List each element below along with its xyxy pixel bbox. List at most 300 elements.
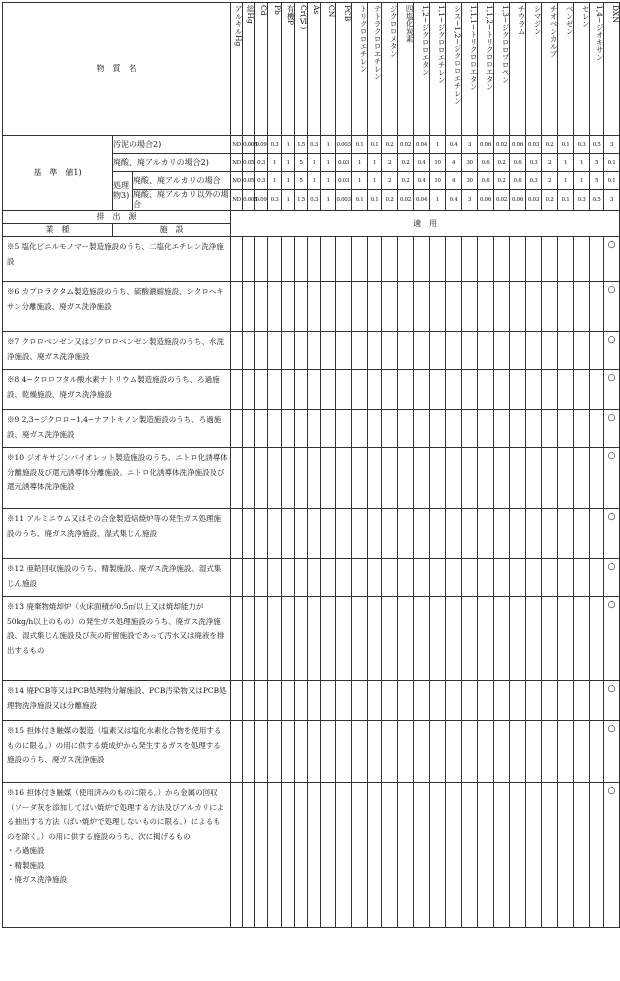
standard-value: 3 (604, 136, 620, 154)
applied-cell (542, 559, 558, 597)
applied-cell (308, 237, 321, 282)
facility-description: ジオキサジンバイオレット製造施設のうち、ニトロ化誘導体分離施設及び還元誘導体分離施設、ニトロ化誘導体洗浄施設及び還元誘導体洗浄施設 (7, 453, 228, 491)
applied-cell (382, 783, 398, 928)
standard-value: 2 (382, 154, 398, 172)
standard-value: 3 (462, 190, 478, 211)
applied-cell (336, 783, 352, 928)
applied-cell (590, 783, 604, 928)
applied-cell (295, 410, 308, 448)
substance-header: シマジン (526, 3, 542, 136)
standard-value: 1 (574, 154, 590, 172)
standard-value: 0.06 (478, 136, 494, 154)
standard-value: ND (231, 136, 243, 154)
standard-value: 0.3 (268, 190, 282, 211)
standard-value-label: 基 準 値1) (3, 136, 113, 211)
applied-cell (462, 370, 478, 410)
applied-cell (398, 370, 414, 410)
standard-value: 1 (368, 172, 382, 190)
applied-cell (352, 559, 368, 597)
applied-cell (430, 332, 446, 370)
applied-cell (462, 332, 478, 370)
facility-subitem: ・精製施設 (7, 860, 45, 870)
applied-cell (542, 332, 558, 370)
standard-value: 1 (282, 190, 295, 211)
facility-description: カプロラクタム製造施設のうち、硫酸濃縮施設、シクロヘキサン分離施設、廃ガス洗浄施設 (7, 287, 224, 311)
standard-value: 0.06 (510, 136, 526, 154)
applied-cell (542, 597, 558, 681)
applied-cell (510, 332, 526, 370)
applied-cell (282, 237, 295, 282)
applied-cell (462, 282, 478, 332)
applied-cell (494, 448, 510, 509)
applied-cell (352, 282, 368, 332)
applied-cell (243, 559, 255, 597)
facility-description: アルミニウム又はその合金製造焙焼炉等の発生ガス処理施設のうち、廃ガス洗浄施設、湿式集じん施設 (7, 514, 222, 538)
standard-value: 0.3 (268, 136, 282, 154)
applied-cell (231, 597, 243, 681)
standard-value: 0.1 (368, 136, 382, 154)
applied-cell (558, 721, 574, 783)
applied-cell (231, 332, 243, 370)
standard-value: 4 (446, 172, 462, 190)
applied-cell (368, 448, 382, 509)
standard-value: 0.005 (243, 190, 255, 211)
applied-cell (295, 332, 308, 370)
applied-cell (542, 282, 558, 332)
applied-cell (255, 721, 268, 783)
applied-cell (321, 237, 336, 282)
applied-cell (243, 410, 255, 448)
applied-cell (321, 370, 336, 410)
applied-cell (510, 559, 526, 597)
applied-cell (308, 559, 321, 597)
standard-value: 0.2 (542, 136, 558, 154)
applied-cell (478, 783, 494, 928)
facility-description: 廃PCB等又はPCB処理物分解施設、PCB汚染物又はPCB処理物洗浄施設又は分離施設 (7, 686, 227, 710)
applied-cell (282, 370, 295, 410)
applied-cell (414, 721, 430, 783)
applied-cell (268, 783, 282, 928)
standard-value: 0.4 (446, 136, 462, 154)
standard-value: 0.04 (414, 190, 430, 211)
standard-value: 10 (430, 154, 446, 172)
applied-cell (590, 509, 604, 559)
applied-cell (336, 721, 352, 783)
source-header: 排 出 源 (3, 211, 231, 224)
applied-cell (478, 370, 494, 410)
applied-cell (243, 332, 255, 370)
facility-row (3, 721, 231, 783)
applied-cell (510, 783, 526, 928)
applied-cell (494, 282, 510, 332)
applied-cell (368, 237, 382, 282)
applied-cell (268, 332, 282, 370)
applied-cell (382, 448, 398, 509)
applied-mark: ○ (604, 721, 620, 783)
applied-cell (255, 509, 268, 559)
applied-cell (243, 282, 255, 332)
applied-cell (478, 237, 494, 282)
facility-description: 廃棄物焼却炉（火床面積が0.5㎡以上又は焼却能力が50kg/h以上のもの）の発生ガス処理施設のうち、廃ガス洗浄施設、湿式集じん施設及び灰の貯留施設であって汚水又は廃液を排出するもの (7, 602, 225, 655)
substance-header: 四塩化炭素 (398, 3, 414, 136)
applied-cell (336, 559, 352, 597)
applied-cell (430, 448, 446, 509)
applied-cell (590, 559, 604, 597)
substance-header: Cr(Ⅵ) (295, 3, 308, 136)
facility-row (3, 681, 231, 721)
facility-row (3, 597, 231, 681)
standard-value: 1 (321, 190, 336, 211)
facility-number: ※8 (7, 375, 22, 384)
standard-value: ND (231, 154, 243, 172)
treated-acid-label: 廃酸、廃アルカリの場合 (133, 172, 231, 190)
standard-value: 0.003 (336, 136, 352, 154)
substance-header: 1,1,1−トリクロロエタン (462, 3, 478, 136)
facility-number: ※14 (7, 686, 27, 695)
industry-header: 業 種 (3, 224, 113, 237)
applied-cell (368, 721, 382, 783)
standard-value: 0.05 (243, 154, 255, 172)
applied-cell (295, 681, 308, 721)
applied-cell (282, 509, 295, 559)
applied-cell (295, 721, 308, 783)
facility-row (3, 783, 231, 928)
applied-cell (590, 332, 604, 370)
facility-number: ※11 (7, 514, 27, 523)
standard-value: 1 (308, 154, 321, 172)
applied-cell (255, 332, 268, 370)
applied-mark: ○ (604, 681, 620, 721)
applied-cell (268, 282, 282, 332)
applied-cell (462, 783, 478, 928)
standard-value: 0.5 (590, 136, 604, 154)
applied-cell (308, 332, 321, 370)
applied-cell (430, 559, 446, 597)
applied-cell (494, 559, 510, 597)
applied-cell (282, 332, 295, 370)
substance-header: アルキルHg (231, 3, 243, 136)
applied-cell (231, 559, 243, 597)
applied-cell (398, 509, 414, 559)
applied-cell (526, 282, 542, 332)
applied-cell (510, 282, 526, 332)
standard-value: 1 (282, 154, 295, 172)
applied-cell (494, 597, 510, 681)
applied-cell (462, 509, 478, 559)
standard-value: 0.5 (590, 190, 604, 211)
applied-cell (368, 282, 382, 332)
applied-cell (494, 410, 510, 448)
applied-cell (308, 370, 321, 410)
applied-cell (574, 370, 590, 410)
applied-cell (430, 237, 446, 282)
applied-cell (382, 370, 398, 410)
applied-mark: ○ (604, 332, 620, 370)
applied-cell (231, 410, 243, 448)
applied-cell (590, 282, 604, 332)
standard-value: 2 (542, 154, 558, 172)
applied-cell (352, 721, 368, 783)
standard-value: 0.03 (526, 136, 542, 154)
standards-table (2, 2, 620, 928)
standard-value: 0.3 (255, 172, 268, 190)
standard-value: 1 (321, 136, 336, 154)
standard-value: 0.2 (398, 172, 414, 190)
standard-value: 0.3 (308, 136, 321, 154)
applied-cell (430, 721, 446, 783)
applied-cell (268, 559, 282, 597)
applied-cell (558, 410, 574, 448)
applied-cell (321, 448, 336, 509)
applied-cell (478, 509, 494, 559)
applied-cell (430, 410, 446, 448)
substance-header: 1,4−ジオキサン (590, 3, 604, 136)
applied-cell (526, 237, 542, 282)
standard-value: 30 (462, 154, 478, 172)
facility-number: ※13 (7, 602, 27, 611)
applied-cell (542, 237, 558, 282)
applied-cell (478, 410, 494, 448)
standard-value: 10 (430, 172, 446, 190)
standard-value: 1 (430, 190, 446, 211)
applied-cell (231, 370, 243, 410)
standard-value: 0.2 (542, 190, 558, 211)
applied-cell (462, 597, 478, 681)
treated-other-label: 廃酸、廃アルカリ以外の場合 (133, 190, 229, 209)
applied-cell (414, 597, 430, 681)
applied-cell (382, 509, 398, 559)
applied-cell (382, 282, 398, 332)
substance-header: チウラム (510, 3, 526, 136)
applied-cell (526, 681, 542, 721)
substance-name-header: 物 質 名 (3, 3, 231, 136)
substance-header: トリクロロエチレン (352, 3, 368, 136)
standard-value: 5 (295, 172, 308, 190)
applied-mark: ○ (604, 597, 620, 681)
standard-value: 0.1 (558, 136, 574, 154)
applied-cell (510, 237, 526, 282)
applied-cell (255, 370, 268, 410)
applied-cell (430, 509, 446, 559)
applied-cell (494, 237, 510, 282)
applied-cell (590, 448, 604, 509)
applied-cell (446, 559, 462, 597)
applied-cell (352, 237, 368, 282)
applied-cell (308, 509, 321, 559)
applied-cell (590, 721, 604, 783)
standard-value: 0.3 (574, 190, 590, 211)
standard-value: 0.03 (336, 172, 352, 190)
applied-cell (414, 509, 430, 559)
applied-cell (446, 410, 462, 448)
applied-cell (231, 681, 243, 721)
applied-cell (352, 332, 368, 370)
applied-cell (308, 410, 321, 448)
standard-value: 1 (321, 154, 336, 172)
substance-header: CN (321, 3, 336, 136)
applied-cell (295, 783, 308, 928)
applied-mark: ○ (604, 410, 620, 448)
substance-header: ベンゼン (558, 3, 574, 136)
standard-value: 0.3 (526, 172, 542, 190)
facility-description: 担体付き触媒（使用済みのものに限る。）から金属の回収（ソーダ灰を添加してばい焼炉で処理する方法及びアルカリによる抽出する方法（ばい焼炉で処理しないものに限る。）によるものを除く。）の用に供する施設のうち、次に掲げるもの (7, 788, 225, 841)
applied-cell (398, 237, 414, 282)
applied-cell (352, 783, 368, 928)
applied-cell (268, 509, 282, 559)
applied-cell (574, 783, 590, 928)
applied-cell (430, 370, 446, 410)
facility-description: 2,3−ジクロロ−1,4−ナフトキノン製造施設のうち、ろ過施設、廃ガス洗浄施設 (7, 415, 222, 439)
applied-cell (268, 448, 282, 509)
applied-cell (462, 237, 478, 282)
standard-value: 0.09 (255, 136, 268, 154)
applied-cell (255, 410, 268, 448)
substance-header: チオベンカルブ (542, 3, 558, 136)
standard-value: 0.4 (414, 154, 430, 172)
applied-cell (494, 509, 510, 559)
applied-cell (282, 783, 295, 928)
applied-cell (368, 597, 382, 681)
applied-mark: ○ (604, 370, 620, 410)
standard-value: 0.02 (398, 136, 414, 154)
standard-value: 5 (295, 154, 308, 172)
applied-cell (398, 681, 414, 721)
applied-cell (542, 448, 558, 509)
facility-row (3, 509, 231, 559)
facility-subitem: ・ろ過施設 (7, 846, 45, 855)
applied-cell (446, 597, 462, 681)
applied-cell (558, 783, 574, 928)
applied-cell (430, 282, 446, 332)
applied-cell (542, 509, 558, 559)
facility-row (3, 410, 231, 448)
applied-cell (558, 370, 574, 410)
applied-cell (382, 237, 398, 282)
facility-row (3, 237, 231, 282)
applied-cell (494, 681, 510, 721)
facility-number: ※7 (7, 337, 22, 346)
applied-cell (414, 370, 430, 410)
applied-header: 適 用 (231, 211, 620, 237)
standard-value: 0.03 (526, 190, 542, 211)
applied-cell (336, 509, 352, 559)
substance-header: ジクロロメタン (382, 3, 398, 136)
applied-cell (382, 681, 398, 721)
applied-cell (268, 410, 282, 448)
standard-value: 1 (268, 154, 282, 172)
applied-cell (231, 783, 243, 928)
applied-cell (336, 448, 352, 509)
applied-cell (321, 559, 336, 597)
applied-cell (231, 237, 243, 282)
applied-cell (510, 509, 526, 559)
applied-cell (243, 370, 255, 410)
applied-cell (526, 783, 542, 928)
standard-value: 0.1 (368, 190, 382, 211)
standard-value: 0.04 (414, 136, 430, 154)
applied-cell (308, 783, 321, 928)
facility-description: 担体付き触媒の製造（塩素又は塩化水素化合物を使用するものに限る。）の用に供する焼成炉から発生するガスを処理する施設のうち、廃ガス洗浄施設 (7, 726, 222, 764)
standard-value: 0.06 (510, 190, 526, 211)
standard-value: 0.3 (574, 136, 590, 154)
applied-cell (352, 448, 368, 509)
facility-header: 施 設 (113, 224, 231, 237)
applied-cell (336, 410, 352, 448)
applied-cell (462, 681, 478, 721)
applied-mark: ○ (604, 559, 620, 597)
applied-cell (526, 559, 542, 597)
facility-row (3, 448, 231, 509)
standard-value: 30 (462, 172, 478, 190)
applied-cell (255, 783, 268, 928)
applied-cell (231, 721, 243, 783)
applied-cell (574, 681, 590, 721)
applied-cell (295, 237, 308, 282)
applied-cell (321, 332, 336, 370)
applied-cell (268, 370, 282, 410)
standard-value: 1 (282, 136, 295, 154)
applied-cell (282, 597, 295, 681)
standard-value: 2 (382, 172, 398, 190)
applied-cell (478, 681, 494, 721)
applied-cell (336, 332, 352, 370)
substance-header: 1,1,2−トリクロロエタン (478, 3, 494, 136)
applied-cell (295, 509, 308, 559)
applied-cell (542, 721, 558, 783)
substance-header: 総Hg (243, 3, 255, 136)
applied-cell (574, 332, 590, 370)
standard-value: 0.06 (478, 190, 494, 211)
applied-cell (282, 410, 295, 448)
applied-cell (558, 448, 574, 509)
standard-value: ND (231, 190, 243, 211)
applied-cell (268, 681, 282, 721)
standard-value: 0.1 (604, 172, 620, 190)
applied-cell (255, 282, 268, 332)
standard-value: 0.6 (478, 154, 494, 172)
standard-value: 0.09 (255, 190, 268, 211)
applied-cell (308, 448, 321, 509)
substance-header: 1,1−ジクロロエチレン (430, 3, 446, 136)
applied-cell (282, 282, 295, 332)
standard-value: 0.02 (398, 190, 414, 211)
applied-cell (368, 410, 382, 448)
applied-cell (255, 597, 268, 681)
facility-row (3, 332, 231, 370)
applied-cell (231, 448, 243, 509)
applied-cell (526, 410, 542, 448)
substance-header: 有機P (282, 3, 295, 136)
standard-value: 0.2 (382, 190, 398, 211)
applied-cell (282, 559, 295, 597)
facility-number: ※15 (7, 726, 27, 735)
applied-cell (414, 681, 430, 721)
applied-cell (308, 681, 321, 721)
applied-mark: ○ (604, 783, 620, 928)
facility-number: ※5 (7, 242, 22, 251)
applied-cell (478, 332, 494, 370)
standard-value: 1 (282, 172, 295, 190)
applied-cell (526, 509, 542, 559)
applied-cell (462, 410, 478, 448)
standard-value: 1 (268, 172, 282, 190)
applied-cell (542, 410, 558, 448)
facility-number: ※12 (7, 564, 27, 573)
substance-header: Pb (268, 3, 282, 136)
applied-cell (542, 681, 558, 721)
applied-cell (446, 370, 462, 410)
applied-cell (510, 681, 526, 721)
